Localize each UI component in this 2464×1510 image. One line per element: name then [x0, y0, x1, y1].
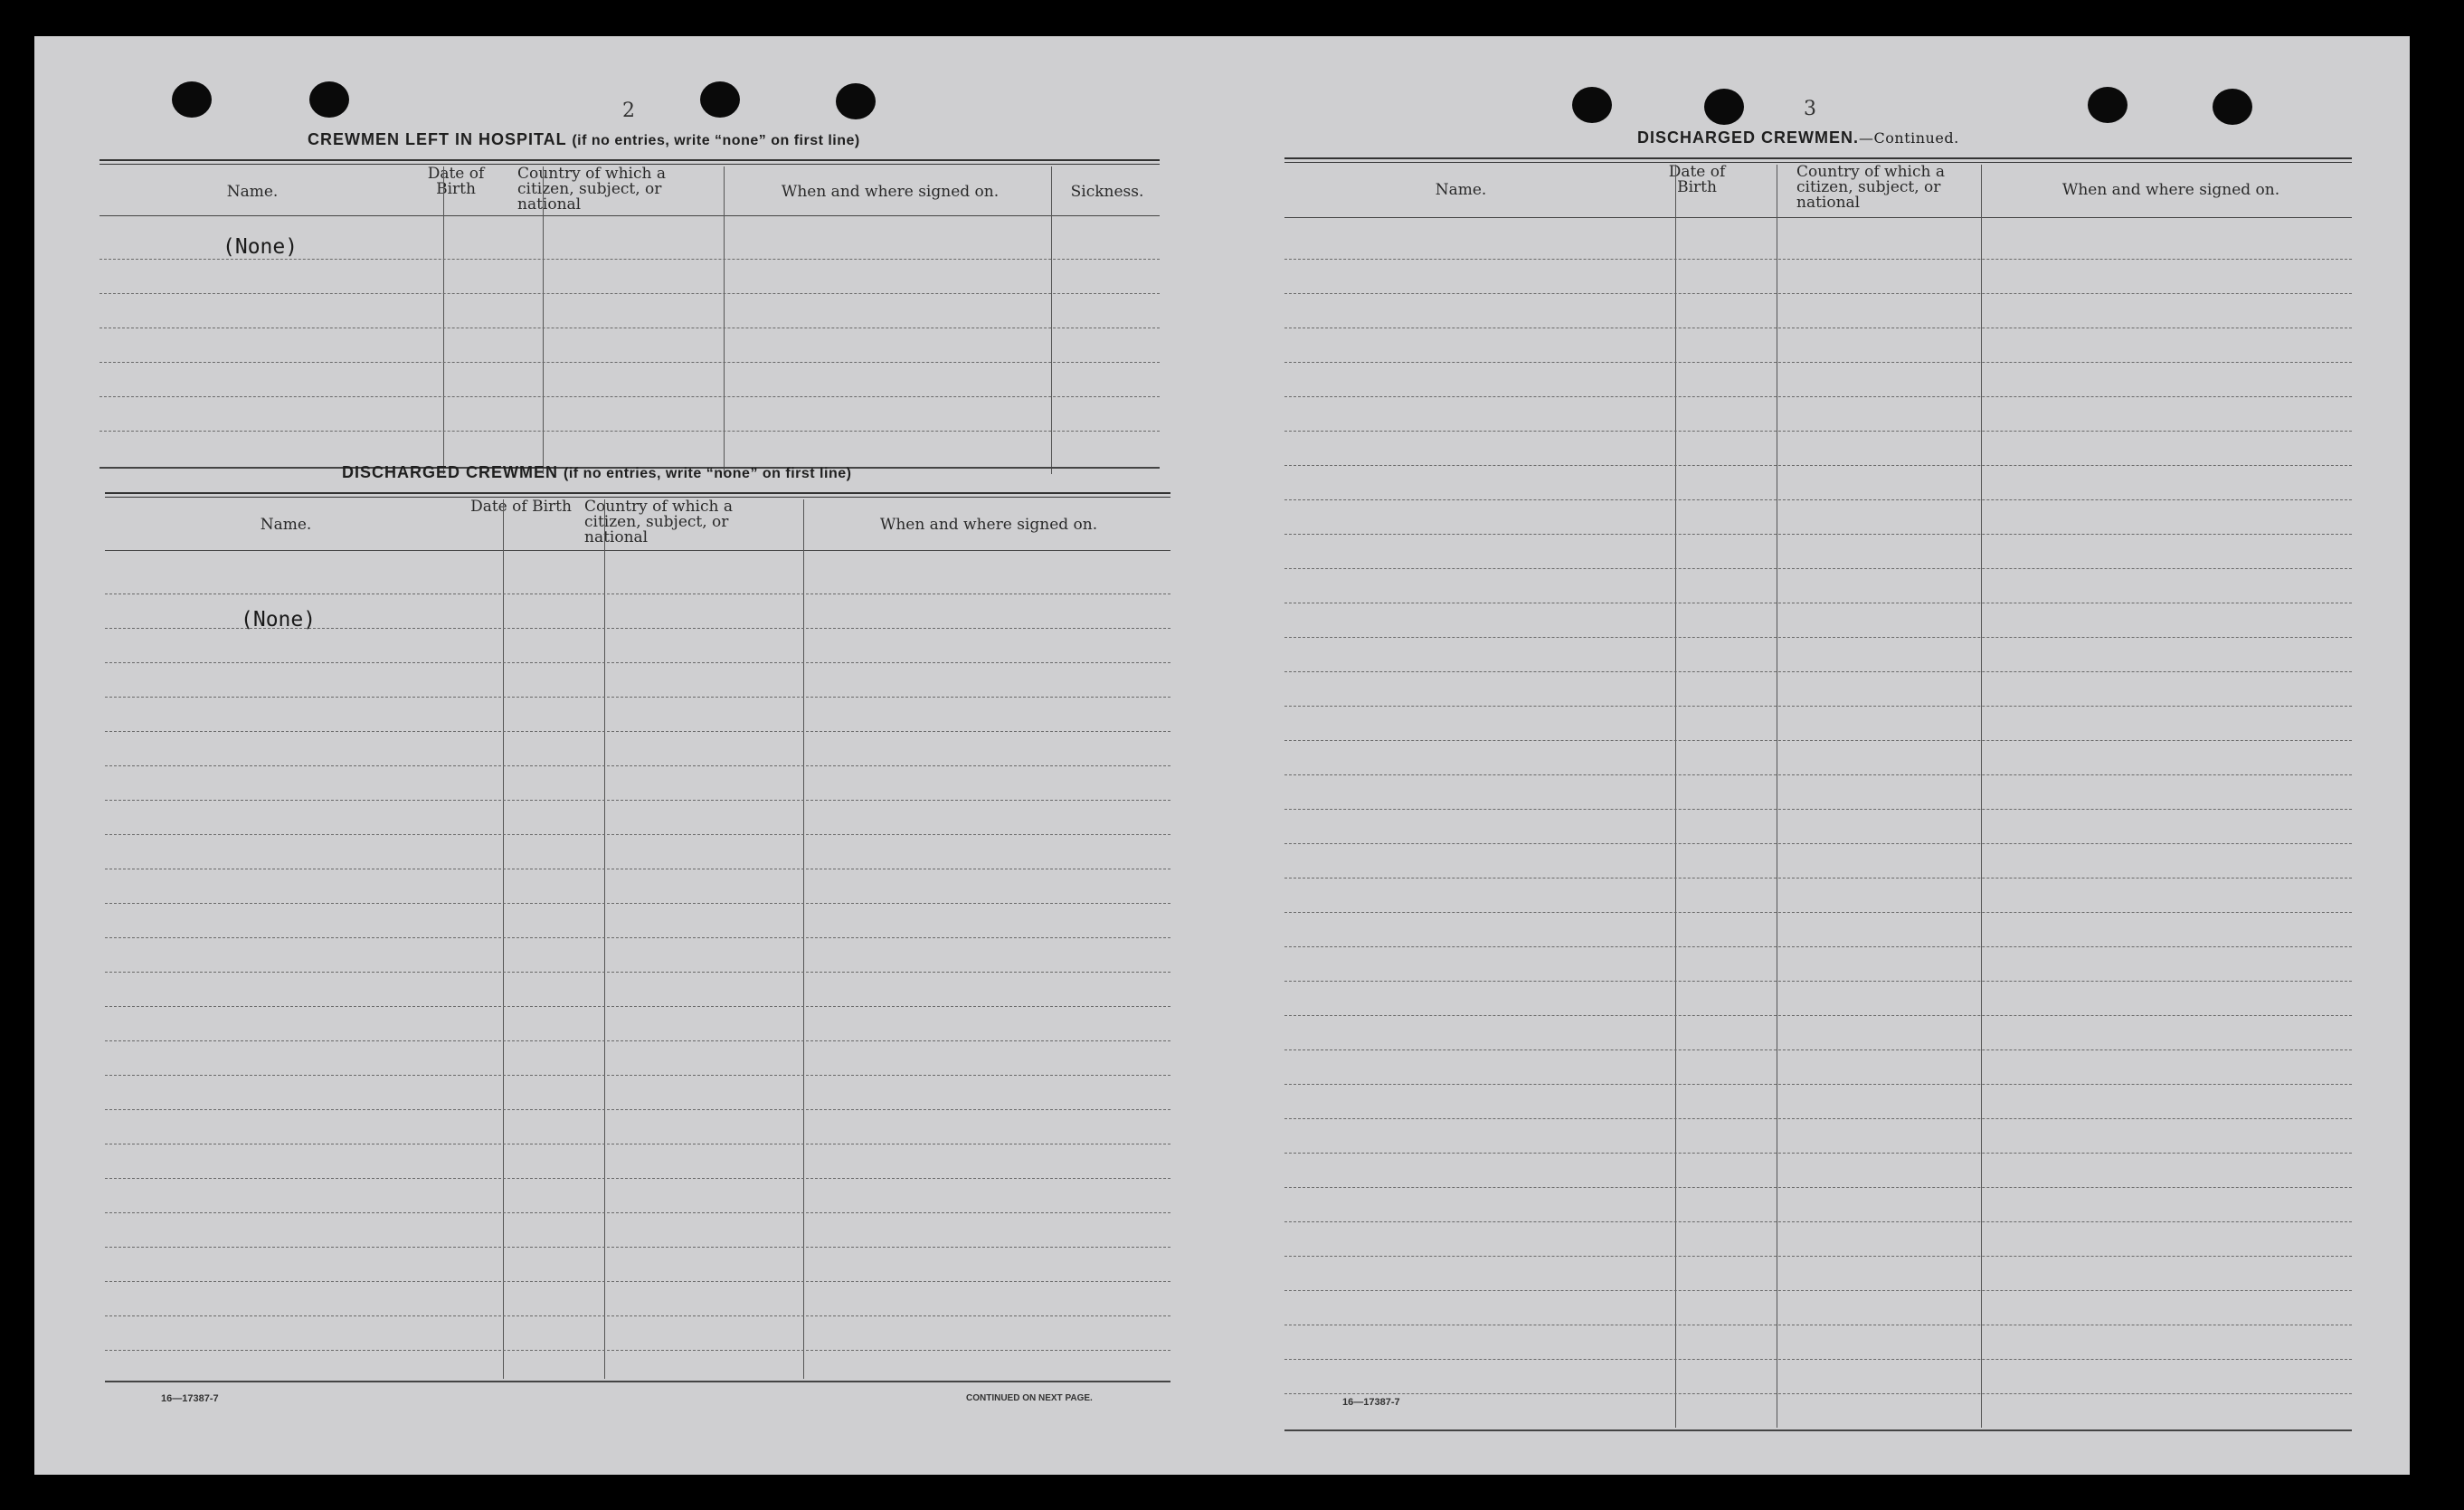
punch-hole	[172, 81, 212, 118]
column-header-name: Name.	[260, 516, 312, 534]
table-row	[100, 293, 1160, 294]
column-header-signed-on: When and where signed on.	[879, 516, 1098, 534]
table-row	[1284, 637, 2352, 638]
column-header-date-of-birth: Date of Birth	[427, 165, 485, 198]
header-rule	[1284, 217, 2352, 218]
table-row	[1284, 293, 2352, 294]
punch-hole	[700, 81, 740, 118]
punch-hole	[2213, 89, 2252, 125]
table-row	[1284, 1049, 2352, 1050]
column-header-sickness: Sickness.	[1070, 183, 1144, 201]
punch-hole	[309, 81, 349, 118]
table-row	[1284, 1084, 2352, 1085]
table-row	[1284, 1221, 2352, 1222]
column-header-signed-on: When and where signed on.	[781, 183, 1000, 201]
table-row	[1284, 1393, 2352, 1394]
table-row	[1284, 534, 2352, 535]
table-row	[1284, 499, 2352, 500]
column-divider	[1981, 165, 1982, 1428]
punch-hole	[836, 83, 876, 119]
table-row	[1284, 912, 2352, 913]
discharged-table	[105, 492, 1170, 1388]
table-row	[105, 1247, 1170, 1248]
table-row	[1284, 1187, 2352, 1188]
table-row	[1284, 1359, 2352, 1360]
form-number: 16—17387-7	[161, 1393, 219, 1404]
table-row	[1284, 568, 2352, 569]
table-row	[105, 834, 1170, 835]
hospital-title-note: (if no entries, write “none” on first line)	[572, 133, 860, 148]
table-row	[1284, 740, 2352, 741]
continued-note: CONTINUED ON NEXT PAGE.	[966, 1393, 1093, 1403]
column-header-date-of-birth: Date of Birth	[470, 498, 572, 516]
table-row	[1284, 259, 2352, 260]
form-number: 16—17387-7	[1342, 1397, 1400, 1408]
column-header-country: Country of which a citizen, subject, or national	[1796, 163, 1945, 212]
table-row	[105, 697, 1170, 698]
table-row	[105, 972, 1170, 973]
table-row	[1284, 362, 2352, 363]
hospital-section-title	[308, 130, 860, 149]
table-row	[1284, 774, 2352, 775]
discharged-title-text: DISCHARGED CREWMEN	[342, 463, 559, 481]
column-divider	[543, 166, 544, 474]
table-row	[1284, 843, 2352, 844]
hospital-title-text: CREWMEN LEFT IN HOSPITAL	[308, 130, 567, 148]
punch-hole	[1572, 87, 1612, 123]
table-row	[100, 396, 1160, 397]
table-row	[1284, 1290, 2352, 1291]
table-row	[1284, 706, 2352, 707]
column-header-country: Country of which a citizen, subject, or national	[517, 165, 666, 214]
column-divider	[443, 166, 444, 474]
table-row	[105, 1350, 1170, 1351]
table-row	[1284, 1015, 2352, 1016]
table-row	[100, 362, 1160, 363]
table-row	[105, 731, 1170, 732]
table-row	[105, 1040, 1170, 1041]
table-row	[1284, 1118, 2352, 1119]
discharged-continued-title	[1637, 128, 1959, 147]
table-row	[105, 1212, 1170, 1213]
table-row	[100, 259, 1160, 260]
table-bottom-rule	[1284, 1429, 2352, 1431]
table-row	[1284, 465, 2352, 466]
header-rule	[105, 550, 1170, 551]
table-row	[105, 1075, 1170, 1076]
table-row	[105, 1006, 1170, 1007]
table-row	[1284, 809, 2352, 810]
column-header-date-of-birth: Date of Birth	[1668, 163, 1726, 196]
page-number: 3	[1804, 98, 1816, 120]
table-row	[1284, 671, 2352, 672]
punch-hole	[1704, 89, 1744, 125]
discharged-section-title	[342, 463, 851, 482]
table-row	[105, 800, 1170, 801]
table-bottom-rule	[105, 1381, 1170, 1382]
table-row	[105, 1281, 1170, 1282]
discharged-continued-table	[1284, 157, 2352, 1433]
table-row	[1284, 946, 2352, 947]
table-row	[105, 662, 1170, 663]
discharged-continued-suffix: —Continued.	[1859, 129, 1959, 147]
column-divider	[1051, 166, 1052, 474]
column-header-name: Name.	[226, 183, 279, 201]
table-row	[1284, 981, 2352, 982]
table-row	[1284, 1153, 2352, 1154]
table-row	[105, 903, 1170, 904]
header-rule	[100, 215, 1160, 216]
table-row	[105, 765, 1170, 766]
column-divider	[1675, 165, 1676, 1428]
table-row	[1284, 396, 2352, 397]
column-header-signed-on: When and where signed on.	[2061, 181, 2280, 199]
handwritten-entry: (None)	[241, 608, 317, 632]
document-spread	[34, 36, 2410, 1475]
handwritten-entry: (None)	[223, 235, 299, 259]
punch-hole	[2088, 87, 2128, 123]
table-row	[1284, 1256, 2352, 1257]
column-divider	[724, 166, 725, 474]
table-row	[105, 1109, 1170, 1110]
hospital-table	[100, 159, 1160, 476]
table-row	[105, 1178, 1170, 1179]
discharged-continued-text: DISCHARGED CREWMEN.	[1637, 128, 1860, 147]
table-row	[100, 431, 1160, 432]
discharged-title-note: (if no entries, write “none” on first line)	[564, 466, 852, 481]
column-header-name: Name.	[1435, 181, 1487, 199]
page-number: 2	[622, 100, 635, 122]
column-header-country: Country of which a citizen, subject, or national	[584, 498, 733, 546]
table-row	[1284, 431, 2352, 432]
table-row	[105, 937, 1170, 938]
table-row	[105, 1315, 1170, 1316]
